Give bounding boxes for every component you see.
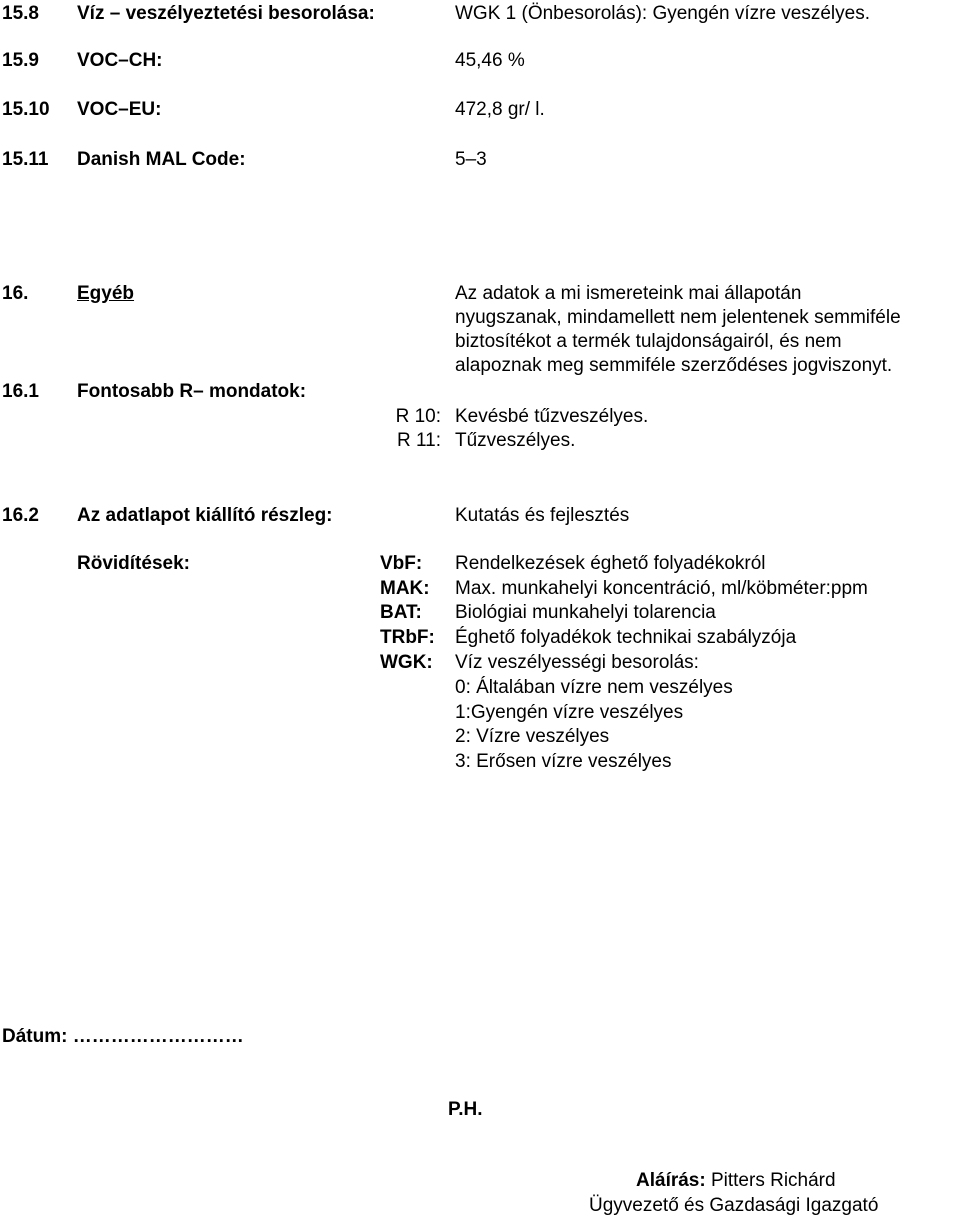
signature-line xyxy=(636,1169,836,1193)
abbreviation-code: TRbF: xyxy=(380,627,435,648)
stamp-placeholder: P.H. xyxy=(448,1099,483,1120)
r-phrase-code: R 11: xyxy=(396,430,441,451)
subsection-number: 16.2 xyxy=(2,505,39,526)
abbreviation-code: BAT: xyxy=(380,602,422,623)
section-number: 16. xyxy=(2,283,29,304)
disclaimer-line: Az adatok a mi ismereteink mai állapotán xyxy=(455,283,802,304)
subsection-label: Az adatlapot kiállító részleg: xyxy=(77,505,333,526)
row-value: WGK 1 (Önbesorolás): Gyengén vízre veszélyes. xyxy=(455,3,870,24)
row-value: 472,8 gr/ l. xyxy=(455,99,545,120)
row-number: 15.10 xyxy=(2,99,50,120)
signer-role: Ügyvezető és Gazdasági Igazgató xyxy=(589,1195,879,1216)
row-label: Víz – veszélyeztetési besorolása: xyxy=(77,3,375,24)
abbreviations-label: Rövidítések: xyxy=(77,553,190,574)
abbreviation-text: Víz veszélyességi besorolás: xyxy=(455,652,699,673)
disclaimer-line: alapoznak meg semmiféle szerződéses jogviszonyt. xyxy=(455,355,893,376)
wgk-level: 1:Gyengén vízre veszélyes xyxy=(455,702,684,723)
signature-label: Aláírás: xyxy=(636,1170,706,1191)
disclaimer-paragraph xyxy=(455,282,960,378)
abbreviation-code: WGK: xyxy=(380,652,433,673)
r-phrase-code: R 10: xyxy=(395,406,441,427)
date-line xyxy=(2,1025,244,1049)
row-label: VOC–EU: xyxy=(77,99,162,120)
abbreviation-code: VbF: xyxy=(380,553,423,574)
row-number: 15.8 xyxy=(2,3,39,24)
wgk-level: 3: Erősen vízre veszélyes xyxy=(455,751,672,772)
abbreviation-text: Biológiai munkahelyi tolarencia xyxy=(455,602,716,623)
abbreviation-text: Max. munkahelyi koncentráció, ml/köbméter:ppm xyxy=(455,578,868,599)
wgk-level: 2: Vízre veszélyes xyxy=(455,726,610,747)
r-phrase-text: Kevésbé tűzveszélyes. xyxy=(455,406,649,427)
abbreviation-text: Rendelkezések éghető folyadékokról xyxy=(455,553,766,574)
row-label: Danish MAL Code: xyxy=(77,149,246,170)
subsection-number: 16.1 xyxy=(2,381,39,402)
row-label: VOC–CH: xyxy=(77,50,163,71)
abbreviation-text: Éghető folyadékok technikai szabályzója xyxy=(455,627,797,648)
subsection-label: Fontosabb R– mondatok: xyxy=(77,381,307,402)
section-title: Egyéb xyxy=(77,283,135,304)
abbreviation-code: MAK: xyxy=(380,578,430,599)
date-blank: ……………………… xyxy=(72,1026,244,1047)
r-phrase-text: Tűzveszélyes. xyxy=(455,430,576,451)
date-label: Dátum: xyxy=(2,1026,68,1047)
row-number: 15.9 xyxy=(2,50,39,71)
disclaimer-line: biztosítékot a termék tulajdonságairól, és nem xyxy=(455,331,842,352)
signer-name: Pitters Richárd xyxy=(710,1170,836,1191)
subsection-value: Kutatás és fejlesztés xyxy=(455,505,630,526)
wgk-level: 0: Általában vízre nem veszélyes xyxy=(455,677,733,698)
row-value: 45,46 % xyxy=(455,50,525,71)
row-number: 15.11 xyxy=(2,149,49,170)
disclaimer-line: nyugszanak, mindamellett nem jelentenek semmiféle xyxy=(455,307,901,328)
row-value: 5–3 xyxy=(455,149,487,170)
